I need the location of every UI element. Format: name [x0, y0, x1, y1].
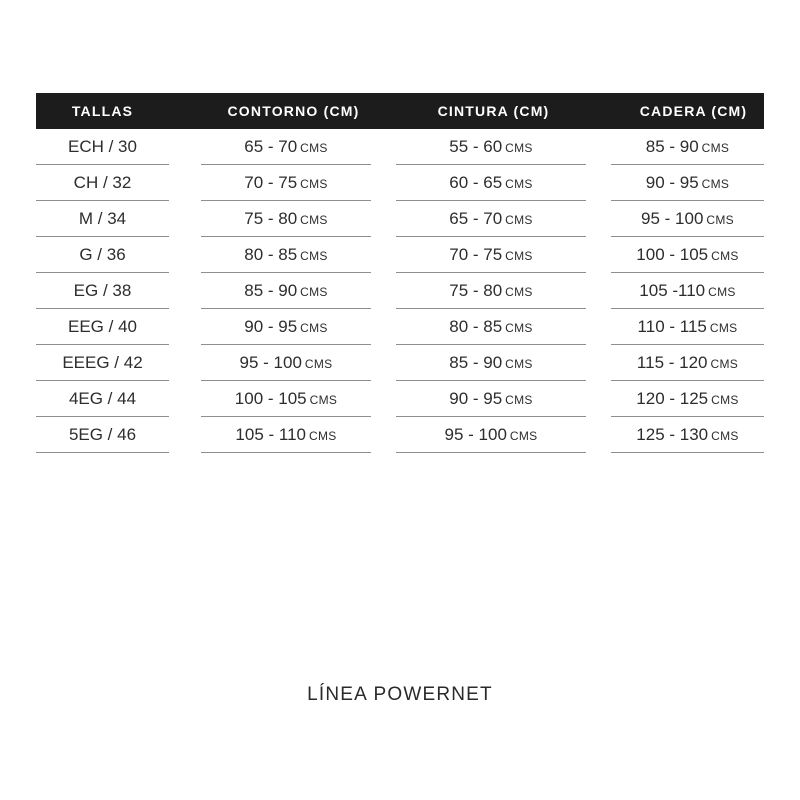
unit-label: CMS — [304, 357, 333, 371]
contour-cell-value: 100 - 105 — [234, 389, 307, 408]
waist-cell — [396, 273, 586, 309]
size-cell — [36, 273, 169, 309]
waist-cell — [396, 201, 586, 237]
waist-cell — [396, 381, 586, 417]
unit-label: CMS — [509, 429, 538, 443]
table-row — [36, 201, 764, 237]
size-cell — [36, 237, 169, 273]
table-body — [36, 129, 764, 453]
hip-cell — [611, 201, 764, 237]
table-row — [36, 273, 764, 309]
header-cintura: CINTURA (CM) — [437, 103, 550, 119]
table-row — [36, 417, 764, 453]
header-tallas: TALLAS — [71, 103, 134, 119]
unit-label: CMS — [505, 321, 533, 335]
contour-cell-value: 75 - 80 — [244, 209, 298, 228]
table-row — [36, 165, 764, 201]
waist-cell — [396, 309, 586, 345]
size-cell — [36, 345, 169, 381]
hip-cell-value: 90 - 95 — [645, 173, 699, 192]
size-cell — [36, 165, 169, 201]
table-row — [36, 345, 764, 381]
size-cell — [36, 201, 169, 237]
waist-cell — [396, 129, 586, 165]
unit-label: CMS — [505, 249, 533, 263]
size-cell-value: M / 34 — [78, 209, 127, 228]
size-cell — [36, 417, 169, 453]
table-row — [36, 129, 764, 165]
unit-label: CMS — [701, 177, 730, 191]
unit-label: CMS — [505, 357, 533, 371]
hip-cell — [611, 165, 764, 201]
hip-cell — [611, 345, 764, 381]
hip-cell-value: 110 - 115 — [637, 317, 707, 336]
unit-label: CMS — [300, 321, 328, 335]
hip-cell-value: 105 -110 — [639, 281, 706, 300]
unit-label: CMS — [309, 393, 338, 407]
size-cell-value: EEEG / 42 — [62, 353, 143, 372]
size-cell — [36, 309, 169, 345]
unit-label: CMS — [505, 285, 533, 299]
unit-label: CMS — [711, 393, 739, 407]
hip-cell — [611, 129, 764, 165]
waist-cell-value: 95 - 100 — [444, 425, 507, 444]
waist-cell-value: 55 - 60 — [449, 137, 503, 156]
contour-cell — [201, 417, 371, 453]
waist-cell-value: 75 - 80 — [449, 281, 503, 300]
unit-label: CMS — [505, 141, 533, 155]
size-cell-value: CH / 32 — [73, 173, 132, 192]
contour-cell-value: 95 - 100 — [239, 353, 302, 372]
header-contorno: CONTORNO (CM) — [227, 103, 360, 119]
size-cell-value: EG / 38 — [73, 281, 132, 300]
contour-cell-value: 65 - 70 — [244, 137, 298, 156]
waist-cell — [396, 417, 586, 453]
table-row — [36, 237, 764, 273]
waist-cell — [396, 237, 586, 273]
hip-cell — [611, 309, 764, 345]
unit-label: CMS — [711, 429, 739, 443]
waist-cell-value: 85 - 90 — [449, 353, 503, 372]
unit-label: CMS — [709, 321, 738, 335]
size-cell-value: 4EG / 44 — [68, 389, 137, 408]
unit-label: CMS — [300, 249, 328, 263]
size-cell — [36, 129, 169, 165]
contour-cell-value: 70 - 75 — [244, 173, 298, 192]
unit-label: CMS — [711, 249, 739, 263]
line-title: LÍNEA POWERNET — [307, 684, 493, 705]
unit-label: CMS — [505, 393, 533, 407]
table-row — [36, 381, 764, 417]
contour-cell — [201, 237, 371, 273]
contour-cell-value: 105 - 110 — [235, 425, 306, 444]
unit-label: CMS — [300, 285, 328, 299]
hip-cell — [611, 381, 764, 417]
unit-label: CMS — [309, 429, 337, 443]
table-header — [36, 93, 764, 129]
unit-label: CMS — [708, 285, 736, 299]
hip-cell — [611, 273, 764, 309]
contour-cell-value: 85 - 90 — [244, 281, 298, 300]
contour-cell — [201, 345, 371, 381]
contour-cell — [201, 129, 371, 165]
unit-label: CMS — [706, 213, 734, 227]
unit-label: CMS — [300, 213, 328, 227]
contour-cell — [201, 309, 371, 345]
hip-cell — [611, 237, 764, 273]
table-row — [36, 309, 764, 345]
hip-cell-value: 115 - 120 — [636, 353, 708, 372]
contour-cell-value: 80 - 85 — [244, 245, 298, 264]
waist-cell-value: 80 - 85 — [449, 317, 503, 336]
hip-cell-value: 85 - 90 — [645, 137, 699, 156]
size-cell-value: ECH / 30 — [68, 137, 137, 156]
waist-cell-value: 70 - 75 — [449, 245, 503, 264]
unit-label: CMS — [701, 141, 730, 155]
unit-label: CMS — [710, 357, 739, 371]
size-cell-value: 5EG / 46 — [68, 425, 137, 444]
waist-cell — [396, 165, 586, 201]
header-cadera: CADERA (CM) — [639, 103, 748, 119]
size-chart-table — [36, 93, 764, 453]
unit-label: CMS — [300, 141, 328, 155]
hip-cell-value: 100 - 105 — [636, 245, 709, 264]
waist-cell-value: 60 - 65 — [449, 173, 503, 192]
contour-cell — [201, 273, 371, 309]
size-cell — [36, 381, 169, 417]
waist-cell-value: 90 - 95 — [449, 389, 503, 408]
size-cell-value: EEG / 40 — [68, 317, 137, 336]
contour-cell-value: 90 - 95 — [244, 317, 298, 336]
size-cell-value: G / 36 — [79, 245, 126, 264]
unit-label: CMS — [300, 177, 328, 191]
hip-cell-value: 120 - 125 — [636, 389, 709, 408]
hip-cell — [611, 417, 764, 453]
hip-cell-value: 125 - 130 — [636, 425, 709, 444]
contour-cell — [201, 165, 371, 201]
contour-cell — [201, 381, 371, 417]
unit-label: CMS — [505, 177, 533, 191]
waist-cell — [396, 345, 586, 381]
waist-cell-value: 65 - 70 — [449, 209, 503, 228]
unit-label: CMS — [505, 213, 533, 227]
hip-cell-value: 95 - 100 — [641, 209, 704, 228]
contour-cell — [201, 201, 371, 237]
